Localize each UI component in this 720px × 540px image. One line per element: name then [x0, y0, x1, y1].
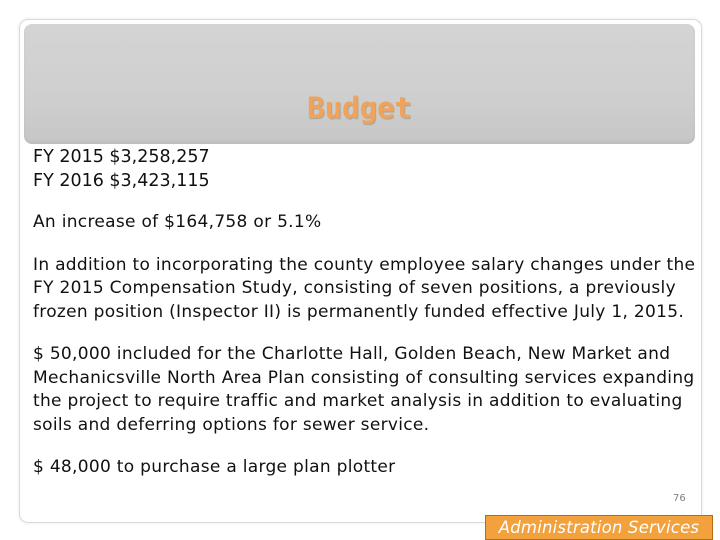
area-plan-paragraph: $ 50,000 included for the Charlotte Hall, Golden Beach, New Market and Mechanicsville North Area Plan consisting of consulting services expanding the project to require traffic and market analysis in addition to evaluating soils and deferring options for sewer service.: [33, 344, 695, 435]
footer-label: Administration Services: [485, 515, 713, 540]
increase-line: An increase of $164,758 or 5.1%: [33, 212, 322, 232]
salary-paragraph: In addition to incorporating the county employee salary changes under the FY 2015 Compensation Study, consisting of seven positions, a previously frozen position (Inspector II) is permanently funded effective July 1, 2015.: [33, 254, 696, 322]
page-number: 76: [673, 493, 686, 504]
title-bar: [24, 24, 695, 144]
slide-title: Budget: [307, 91, 412, 125]
fy2015-budget-line: FY 2015 $3,258,257: [33, 147, 210, 167]
plotter-line: $ 48,000 to purchase a large plan plotter: [33, 457, 396, 477]
slide-content: [33, 146, 703, 480]
fy2016-budget-line: FY 2016 $3,423,115: [33, 170, 210, 191]
